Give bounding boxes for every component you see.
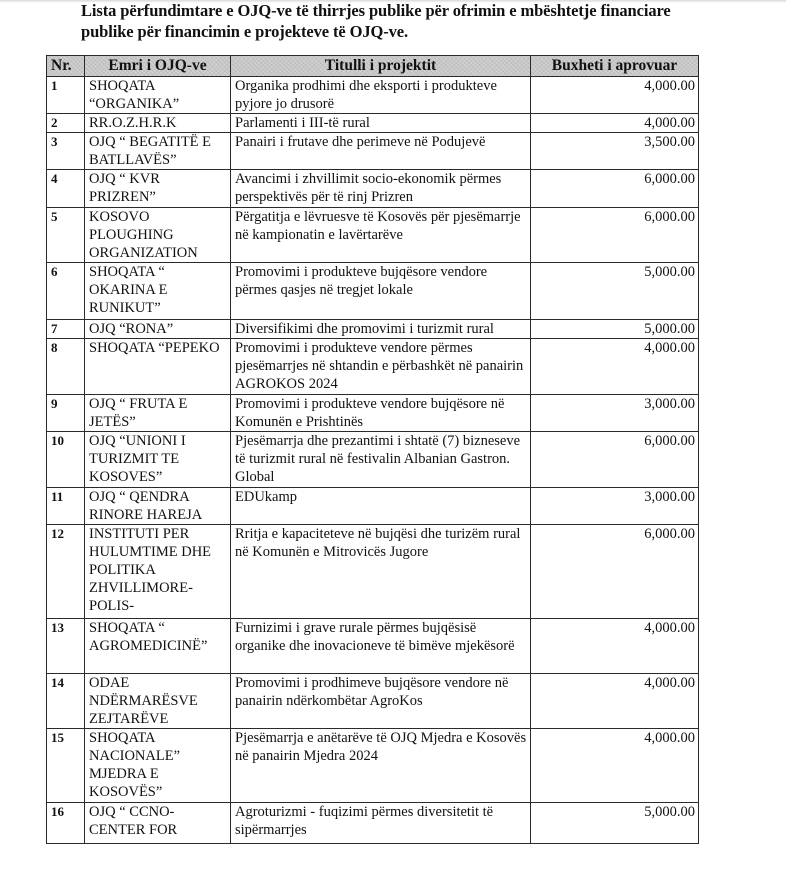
ngo-name-cell: INSTITUTI PER HULUMTIME DHE POLITIKA ZHVILLIMORE-POLIS- (85, 525, 231, 619)
project-title-cell: Promovimi i produkteve vendore bujqësore në Komunën e Prishtinës (231, 395, 531, 432)
table-row (47, 170, 699, 208)
row-number-cell: 8 (47, 339, 85, 395)
row-number-cell: 11 (47, 488, 85, 525)
document-title-line-2: publike për financimin e projekteve të OJQ-ve. (81, 22, 409, 41)
row-number-cell: 6 (47, 263, 85, 320)
project-title-cell: Panairi i frutave dhe perimeve në Podujevë (231, 133, 531, 170)
approved-budget-cell: 4,000.00 (531, 674, 699, 729)
project-title-cell: Parlamenti i III-të rural (231, 114, 531, 133)
row-number-cell: 10 (47, 432, 85, 488)
approved-budget-cell: 6,000.00 (531, 170, 699, 208)
row-number-cell: 13 (47, 619, 85, 674)
row-number-cell: 12 (47, 525, 85, 619)
project-title-cell: Promovimi i produkteve vendore përmes pjesëmarrjes në shtandin e përbashkët në panairin AGROKOS 2024 (231, 339, 531, 395)
row-number-cell: 3 (47, 133, 85, 170)
project-title-cell: Promovimi i produkteve bujqësore vendore përmes qasjes në tregjet lokale (231, 263, 531, 320)
approved-budget-cell: 4,000.00 (531, 114, 699, 133)
project-title-cell: Pjesëmarrja dhe prezantimi i shtatë (7) bizneseve të turizmit rural në festivalin Albanian Gastron. Global (231, 432, 531, 488)
ngo-name-cell: SHOQATA “PEPEKO (85, 339, 231, 395)
ngo-name-cell: OJQ “ CCNO-CENTER FOR (85, 803, 231, 844)
project-title-cell: Përgatitja e lëvruesve të Kosovës për pjesëmarrje në kampionatin e lavërtarëve (231, 208, 531, 263)
ngo-name-cell: RR.O.Z.H.R.K (85, 114, 231, 133)
row-number-cell: 4 (47, 170, 85, 208)
table-row (47, 339, 699, 395)
approved-budget-cell: 4,000.00 (531, 729, 699, 803)
ngo-name-cell: ODAE NDËRMARËSVE ZEJTARËVE (85, 674, 231, 729)
table-row (47, 114, 699, 133)
ngo-name-cell: OJQ “ KVR PRIZREN” (85, 170, 231, 208)
table-row (47, 525, 699, 619)
project-title-cell: Rritja e kapaciteteve në bujqësi dhe turizëm rural në Komunën e Mitrovicës Jugore (231, 525, 531, 619)
ngo-name-cell: SHOQATA NACIONALE” MJEDRA E KOSOVËS” (85, 729, 231, 803)
table-row (47, 395, 699, 432)
approved-budget-cell: 3,000.00 (531, 395, 699, 432)
ngo-name-cell: OJQ “ QENDRA RINORE HAREJA (85, 488, 231, 525)
column-header-name: Emri i OJQ-ve (85, 56, 231, 77)
table-row (47, 320, 699, 339)
ngo-name-cell: OJQ “ BEGATITË E BATLLAVËS” (85, 133, 231, 170)
table-row (47, 208, 699, 263)
column-header-budget: Buxheti i aprovuar (531, 56, 699, 77)
table-row (47, 263, 699, 320)
row-number-cell: 16 (47, 803, 85, 844)
project-title-cell: Furnizimi i grave rurale përmes bujqësisë organike dhe inovacioneve të bimëve mjekësorë (231, 619, 531, 674)
ngo-name-cell: OJQ “RONA” (85, 320, 231, 339)
row-number-cell: 7 (47, 320, 85, 339)
approved-budget-cell: 3,500.00 (531, 133, 699, 170)
project-title-cell: Agroturizmi - fuqizimi përmes diversitetit të sipërmarrjes (231, 803, 531, 844)
ngo-name-cell: KOSOVO PLOUGHING ORGANIZATION (85, 208, 231, 263)
ngo-name-cell: OJQ “UNIONI I TURIZMIT TE KOSOVES” (85, 432, 231, 488)
row-number-cell: 15 (47, 729, 85, 803)
ngo-name-cell: SHOQATA “ AGROMEDICINË” (85, 619, 231, 674)
approved-budget-cell: 6,000.00 (531, 208, 699, 263)
approved-budget-cell: 5,000.00 (531, 320, 699, 339)
approved-budget-cell: 4,000.00 (531, 339, 699, 395)
table-row (47, 133, 699, 170)
table-header-row (47, 56, 699, 77)
approved-budget-cell: 3,000.00 (531, 488, 699, 525)
ngo-funding-table (46, 55, 699, 844)
project-title-cell: Promovimi i prodhimeve bujqësore vendore në panairin ndërkombëtar AgroKos (231, 674, 531, 729)
column-header-title: Titulli i projektit (231, 56, 531, 77)
table-row (47, 803, 699, 844)
document-title-line-1: Lista përfundimtare e OJQ-ve të thirrjes publike për ofrimin e mbështetje financiare (81, 1, 671, 20)
table-body (47, 77, 699, 844)
approved-budget-cell: 6,000.00 (531, 525, 699, 619)
row-number-cell: 14 (47, 674, 85, 729)
approved-budget-cell: 5,000.00 (531, 803, 699, 844)
table-row (47, 674, 699, 729)
approved-budget-cell: 5,000.00 (531, 263, 699, 320)
approved-budget-cell: 6,000.00 (531, 432, 699, 488)
row-number-cell: 5 (47, 208, 85, 263)
project-title-cell: Avancimi i zhvillimit socio-ekonomik përmes perspektivës për të rinj Prizren (231, 170, 531, 208)
row-number-cell: 2 (47, 114, 85, 133)
approved-budget-cell: 4,000.00 (531, 77, 699, 114)
row-number-cell: 9 (47, 395, 85, 432)
ngo-name-cell: SHOQATA “ OKARINA E RUNIKUT” (85, 263, 231, 320)
ngo-name-cell: OJQ “ FRUTA E JETËS” (85, 395, 231, 432)
ngo-name-cell: SHOQATA “ORGANIKA” (85, 77, 231, 114)
table-row (47, 488, 699, 525)
table-row (47, 77, 699, 114)
project-title-cell: Organika prodhimi dhe eksporti i produkteve pyjore jo drusorë (231, 77, 531, 114)
table-row (47, 729, 699, 803)
row-number-cell: 1 (47, 77, 85, 114)
approved-budget-cell: 4,000.00 (531, 619, 699, 674)
project-title-cell: Pjesëmarrja e anëtarëve të OJQ Mjedra e Kosovës në panairin Mjedra 2024 (231, 729, 531, 803)
table-row (47, 619, 699, 674)
document-title (81, 0, 781, 42)
project-title-cell: Diversifikimi dhe promovimi i turizmit rural (231, 320, 531, 339)
column-header-nr: Nr. (47, 56, 85, 77)
table-row (47, 432, 699, 488)
project-title-cell: EDUkamp (231, 488, 531, 525)
